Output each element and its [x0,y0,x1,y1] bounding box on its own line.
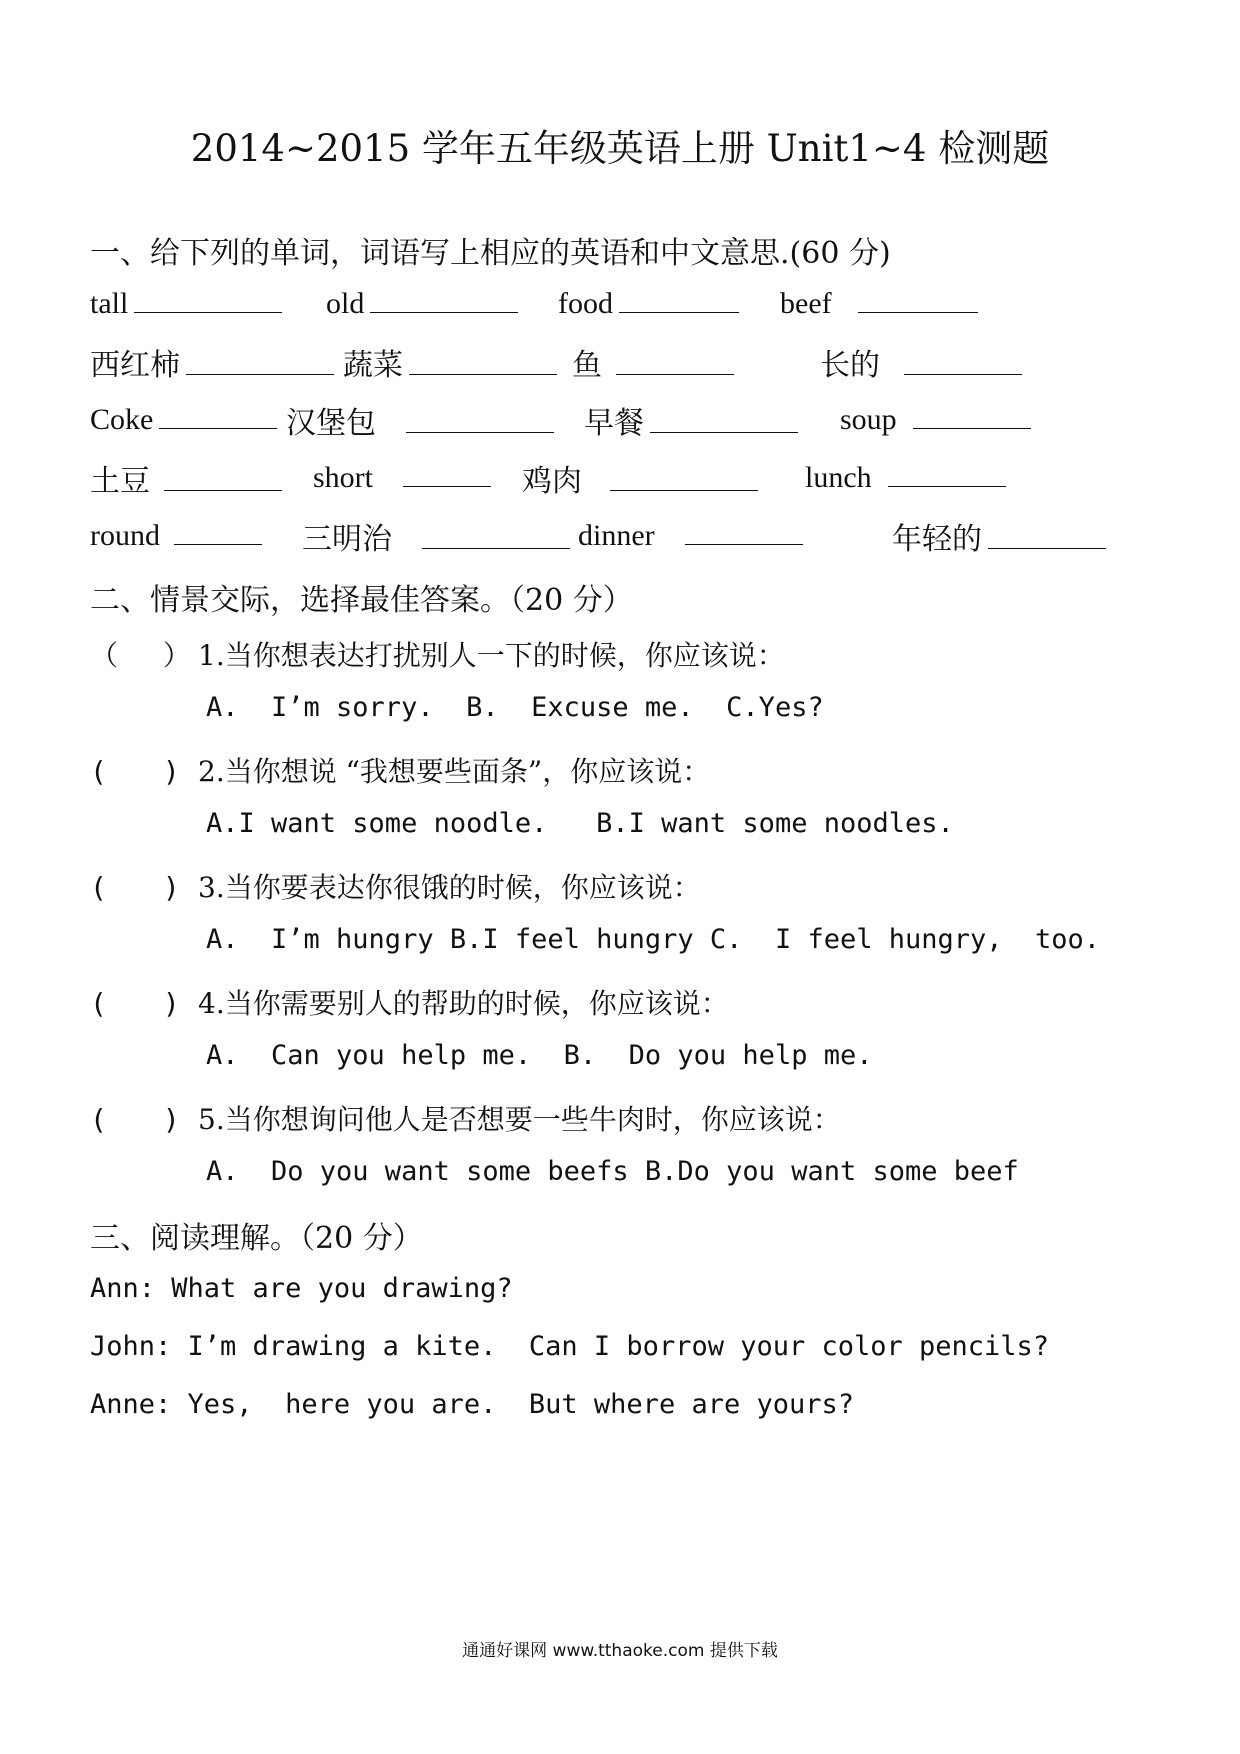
vocab-word: 蔬菜 [343,349,403,382]
vocab-word: beef [780,287,832,320]
answer-blank[interactable] [685,514,803,545]
vocab-item [90,282,282,321]
section2-heading: 二、情景交际，选择最佳答案。（20 分） [90,583,633,618]
dialog-line: John: I’m drawing a kite. Can I borrow your color pencils? [90,1331,1050,1362]
page-title: 2014~2015 学年五年级英语上册 Unit1~4 检测题 [190,127,1050,170]
vocab-item [286,398,554,442]
answer-blank[interactable] [164,460,282,491]
vocab-word: 鸡肉 [522,465,582,498]
answer-blank[interactable] [858,282,978,313]
vocab-item [572,340,734,384]
vocab-item [522,456,758,500]
answer-blank[interactable] [186,344,334,375]
vocab-word: 西红柿 [90,349,180,382]
question-5-options: A. Do you want some beefs B.Do you want some beef [206,1156,1019,1187]
question-stem: 2.当你想说 “我想要些面条”，你应该说： [198,755,711,788]
answer-blank[interactable] [370,282,518,313]
vocab-item [578,514,803,553]
answer-paren[interactable]: ( ) [90,871,180,904]
section1-heading: 一、给下列的单词，词语写上相应的英语和中文意思.(60 分) [90,236,891,271]
answer-paren[interactable]: （ ） [90,639,191,672]
answer-blank[interactable] [174,514,262,545]
question-4 [90,982,729,1022]
question-1 [90,634,785,674]
vocab-word: Coke [90,403,154,436]
dialog-line: Anne: Yes, here you are. But where are yours? [90,1389,855,1420]
vocab-word: 鱼 [572,349,602,382]
vocab-item [90,340,334,384]
question-1-options: A. I’m sorry. B. Excuse me. C.Yes? [206,692,824,723]
answer-blank[interactable] [159,398,277,429]
vocab-word: round [90,519,160,552]
question-4-options: A. Can you help me. B. Do you help me. [206,1040,873,1071]
answer-blank[interactable] [610,460,758,491]
vocab-row-4 [90,456,1150,500]
vocab-row-2 [90,340,1150,384]
vocab-row-5 [90,514,1150,558]
answer-blank[interactable] [888,456,1006,487]
question-stem: 1.当你想表达打扰别人一下的时候，你应该说： [198,639,785,672]
answer-paren[interactable]: ( ) [90,987,180,1020]
answer-paren[interactable]: ( ) [90,1103,180,1136]
question-stem: 5.当你想询问他人是否想要一些牛肉时，你应该说： [198,1103,841,1136]
question-2-options: A.I want some noodle. B.I want some noodles. [206,808,954,839]
answer-blank[interactable] [616,344,734,375]
vocab-word: old [326,287,365,320]
vocab-item [840,398,1031,437]
answer-blank[interactable] [619,282,739,313]
vocab-row-3 [90,398,1150,442]
vocab-word: food [558,287,613,320]
vocab-item [343,340,557,384]
vocab-item [820,340,1022,384]
vocab-item [584,398,798,442]
question-stem: 4.当你需要别人的帮助的时候，你应该说： [198,987,729,1020]
vocab-word: short [313,461,373,494]
vocab-item [892,514,1106,558]
vocab-row-1 [90,282,1150,326]
vocab-word: dinner [578,519,655,552]
vocab-item [558,282,739,321]
vocab-word: 早餐 [584,407,644,440]
vocab-word: 三明治 [302,523,392,556]
answer-blank[interactable] [403,456,491,487]
question-5 [90,1098,841,1138]
question-3 [90,866,701,906]
answer-blank[interactable] [422,518,570,549]
vocab-word: soup [840,403,897,436]
section3-heading: 三、阅读理解。（20 分） [90,1221,423,1256]
footer-credit: 通通好课网 www.tthaoke.com 提供下载 [462,1641,778,1661]
question-3-options: A. I’m hungry B.I feel hungry C. I feel hungry, too. [206,924,1101,955]
vocab-item [326,282,518,321]
answer-blank[interactable] [913,398,1031,429]
answer-paren[interactable]: ( ) [90,755,180,788]
vocab-word: lunch [805,461,872,494]
vocab-word: 汉堡包 [286,407,376,440]
vocab-item [90,514,262,553]
vocab-item [90,456,282,500]
answer-blank[interactable] [988,518,1106,549]
vocab-word: 年轻的 [892,523,982,556]
vocab-word: tall [90,287,129,320]
vocab-item [780,282,978,321]
dialog-line: Ann: What are you drawing? [90,1273,513,1304]
vocab-word: 土豆 [90,465,150,498]
vocab-item [302,514,570,558]
answer-blank[interactable] [409,344,557,375]
question-stem: 3.当你要表达你很饿的时候，你应该说： [198,871,701,904]
answer-blank[interactable] [406,402,554,433]
answer-blank[interactable] [134,282,282,313]
vocab-item [805,456,1006,495]
answer-blank[interactable] [650,402,798,433]
vocab-item [90,398,277,437]
vocab-item [313,456,491,495]
vocab-word: 长的 [820,349,880,382]
answer-blank[interactable] [904,344,1022,375]
question-2 [90,750,710,790]
